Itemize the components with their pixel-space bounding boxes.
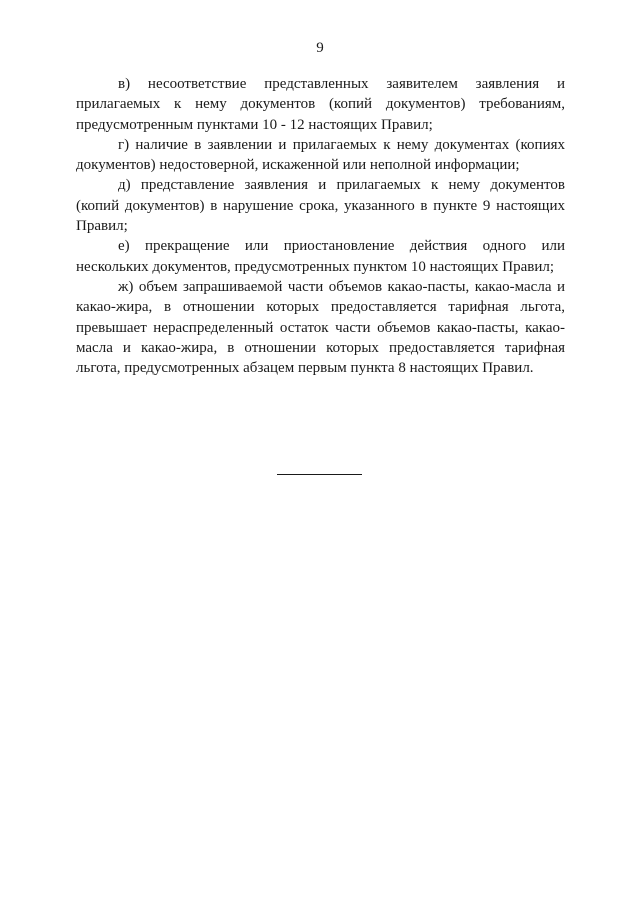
closing-divider	[277, 474, 362, 475]
document-body	[76, 74, 565, 378]
page-number: 9	[316, 40, 324, 56]
paragraph-d: д) представление заявления и прилагаемых к нему документов (копий документов) в нарушение срока, указанного в пункте 9 настоящих Правил;	[76, 177, 565, 235]
paragraph-g: г) наличие в заявлении и прилагаемых к нему документах (копиях документов) недостоверной, искаженной или неполной информации;	[76, 136, 565, 174]
paragraph-e: е) прекращение или приостановление действия одного или нескольких документов, предусмотренных пунктом 10 настоящих Правил;	[76, 238, 565, 275]
paragraph-v: в) несоответствие представленных заявителем заявления и прилагаемых к нему документов (копий документов) требованиям, предусмотренным пунктами 10 - 12 настоящих Правил;	[76, 76, 565, 133]
paragraph-zh: ж) объем запрашиваемой части объемов какао-пасты, какао-масла и какао-жира, в отношении которых предоставляется тарифная льгота, превышает нераспределенный остаток части объемов какао-пасты, какао-масла и какао-жира, в отношении которых предоставляется тарифная льгота, предусмотренных абзацем первым пункта 8 настоящих Правил.	[76, 278, 565, 377]
